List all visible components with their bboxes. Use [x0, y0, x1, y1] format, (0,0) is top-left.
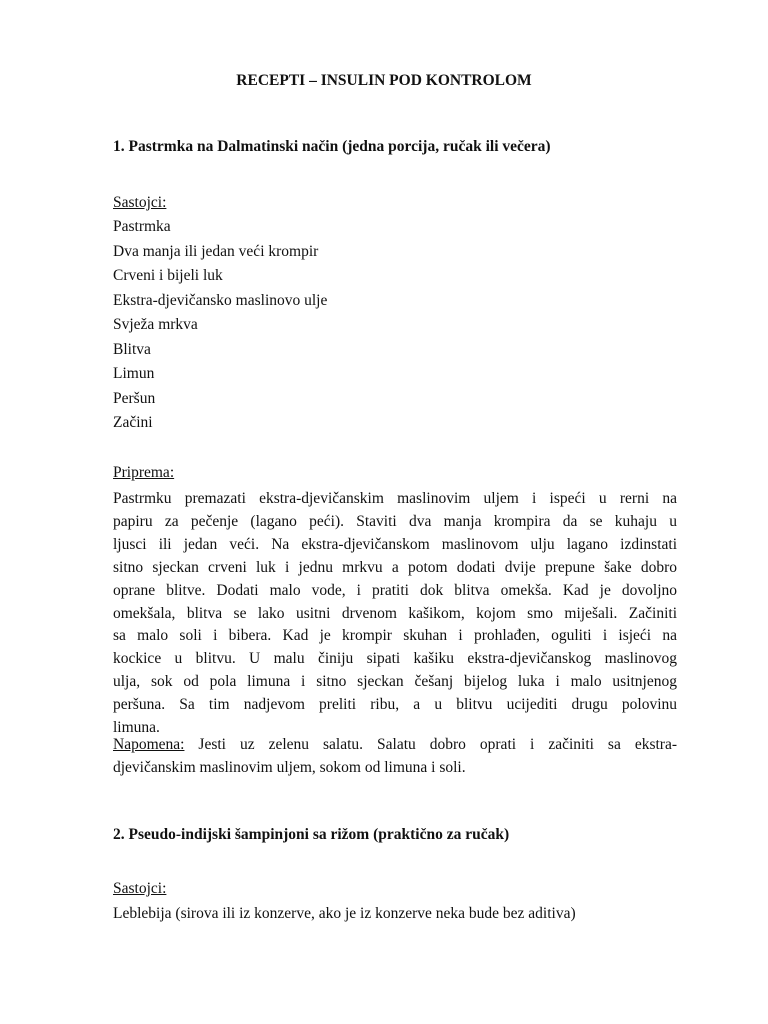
- document-title: RECEPTI – INSULIN POD KONTROLOM: [236, 72, 532, 89]
- note-line: djevičanskim maslinovim uljem, sokom od limuna i soli.: [113, 758, 466, 776]
- recipe-1-note: [113, 734, 677, 780]
- note-text: Jesti uz zelenu salatu. Salatu dobro oprati i začiniti sa ekstra-: [184, 736, 677, 753]
- ingredient-item: Crveni i bijeli luk: [113, 267, 223, 284]
- recipe-2-ingredient-item: Leblebija (sirova ili iz konzerve, ako je iz konzerve neka bude bez aditiva): [113, 905, 576, 922]
- preparation-line: limuna.: [113, 719, 160, 737]
- note-line: [113, 734, 677, 757]
- recipe-2-ingredients-label: Sastojci:: [113, 880, 167, 897]
- recipe-1-ingredient-list: [113, 215, 327, 436]
- ingredient-item: Začini: [113, 414, 153, 431]
- preparation-line: ljusci ili jedan veći. Na ekstra-djevičanskom maslinovom ulju lagano izdinstati: [113, 535, 677, 553]
- recipe-2-heading: 2. Pseudo-indijski šampinjoni sa rižom (praktično za ručak): [113, 826, 510, 843]
- preparation-line: sa malo soli i bibera. Kad je krompir skuhan i prohlađen, oguliti i isjeći na: [113, 627, 677, 645]
- recipe-1-preparation-text: [113, 488, 677, 740]
- recipe-1-preparation-label: Priprema:: [113, 464, 175, 481]
- recipe-1-ingredients-label: Sastojci:: [113, 194, 167, 211]
- preparation-line: Pastrmku premazati ekstra-djevičanskim maslinovim uljem i ispeći u rerni na: [113, 490, 677, 507]
- preparation-line: ulja, sok od pola limuna i sitno sjeckan češanj bijelog luka i malo usitnjenog: [113, 673, 677, 691]
- ingredient-item: Dva manja ili jedan veći krompir: [113, 242, 319, 260]
- ingredient-item: Svježa mrkva: [113, 316, 198, 333]
- note-label: Napomena:: [113, 736, 185, 753]
- ingredient-item: Ekstra-djevičansko maslinovo ulje: [113, 291, 328, 309]
- preparation-line: kockice u blitvu. U malu činiju sipati kašiku ekstra-djevičanskog maslinovog: [113, 650, 677, 668]
- recipe-1-heading: 1. Pastrmka na Dalmatinski način (jedna porcija, ručak ili večera): [113, 138, 551, 155]
- ingredient-item: Limun: [113, 365, 155, 382]
- ingredient-item: Peršun: [113, 389, 156, 407]
- ingredient-item: Pastrmka: [113, 218, 171, 235]
- preparation-line: oprane blitve. Dodati malo vode, i pratiti dok blitva omekša. Kad je dovoljno: [113, 581, 677, 599]
- preparation-line: papiru za pečenje (lagano peći). Staviti dva manja krompira da se kuhaju u: [113, 512, 677, 530]
- preparation-line: peršuna. Sa tim nadjevom preliti ribu, a u blitvu ucijediti drugu polovinu: [113, 696, 677, 714]
- ingredient-item: Blitva: [113, 340, 151, 358]
- preparation-line: omekšala, blitva se lako usitni drvenom kašikom, kojom smo miješali. Začiniti: [113, 604, 677, 622]
- preparation-line: sitno sjeckan crveni luk i jednu mrkvu a potom dodati dvije prepune šake dobro: [113, 558, 677, 576]
